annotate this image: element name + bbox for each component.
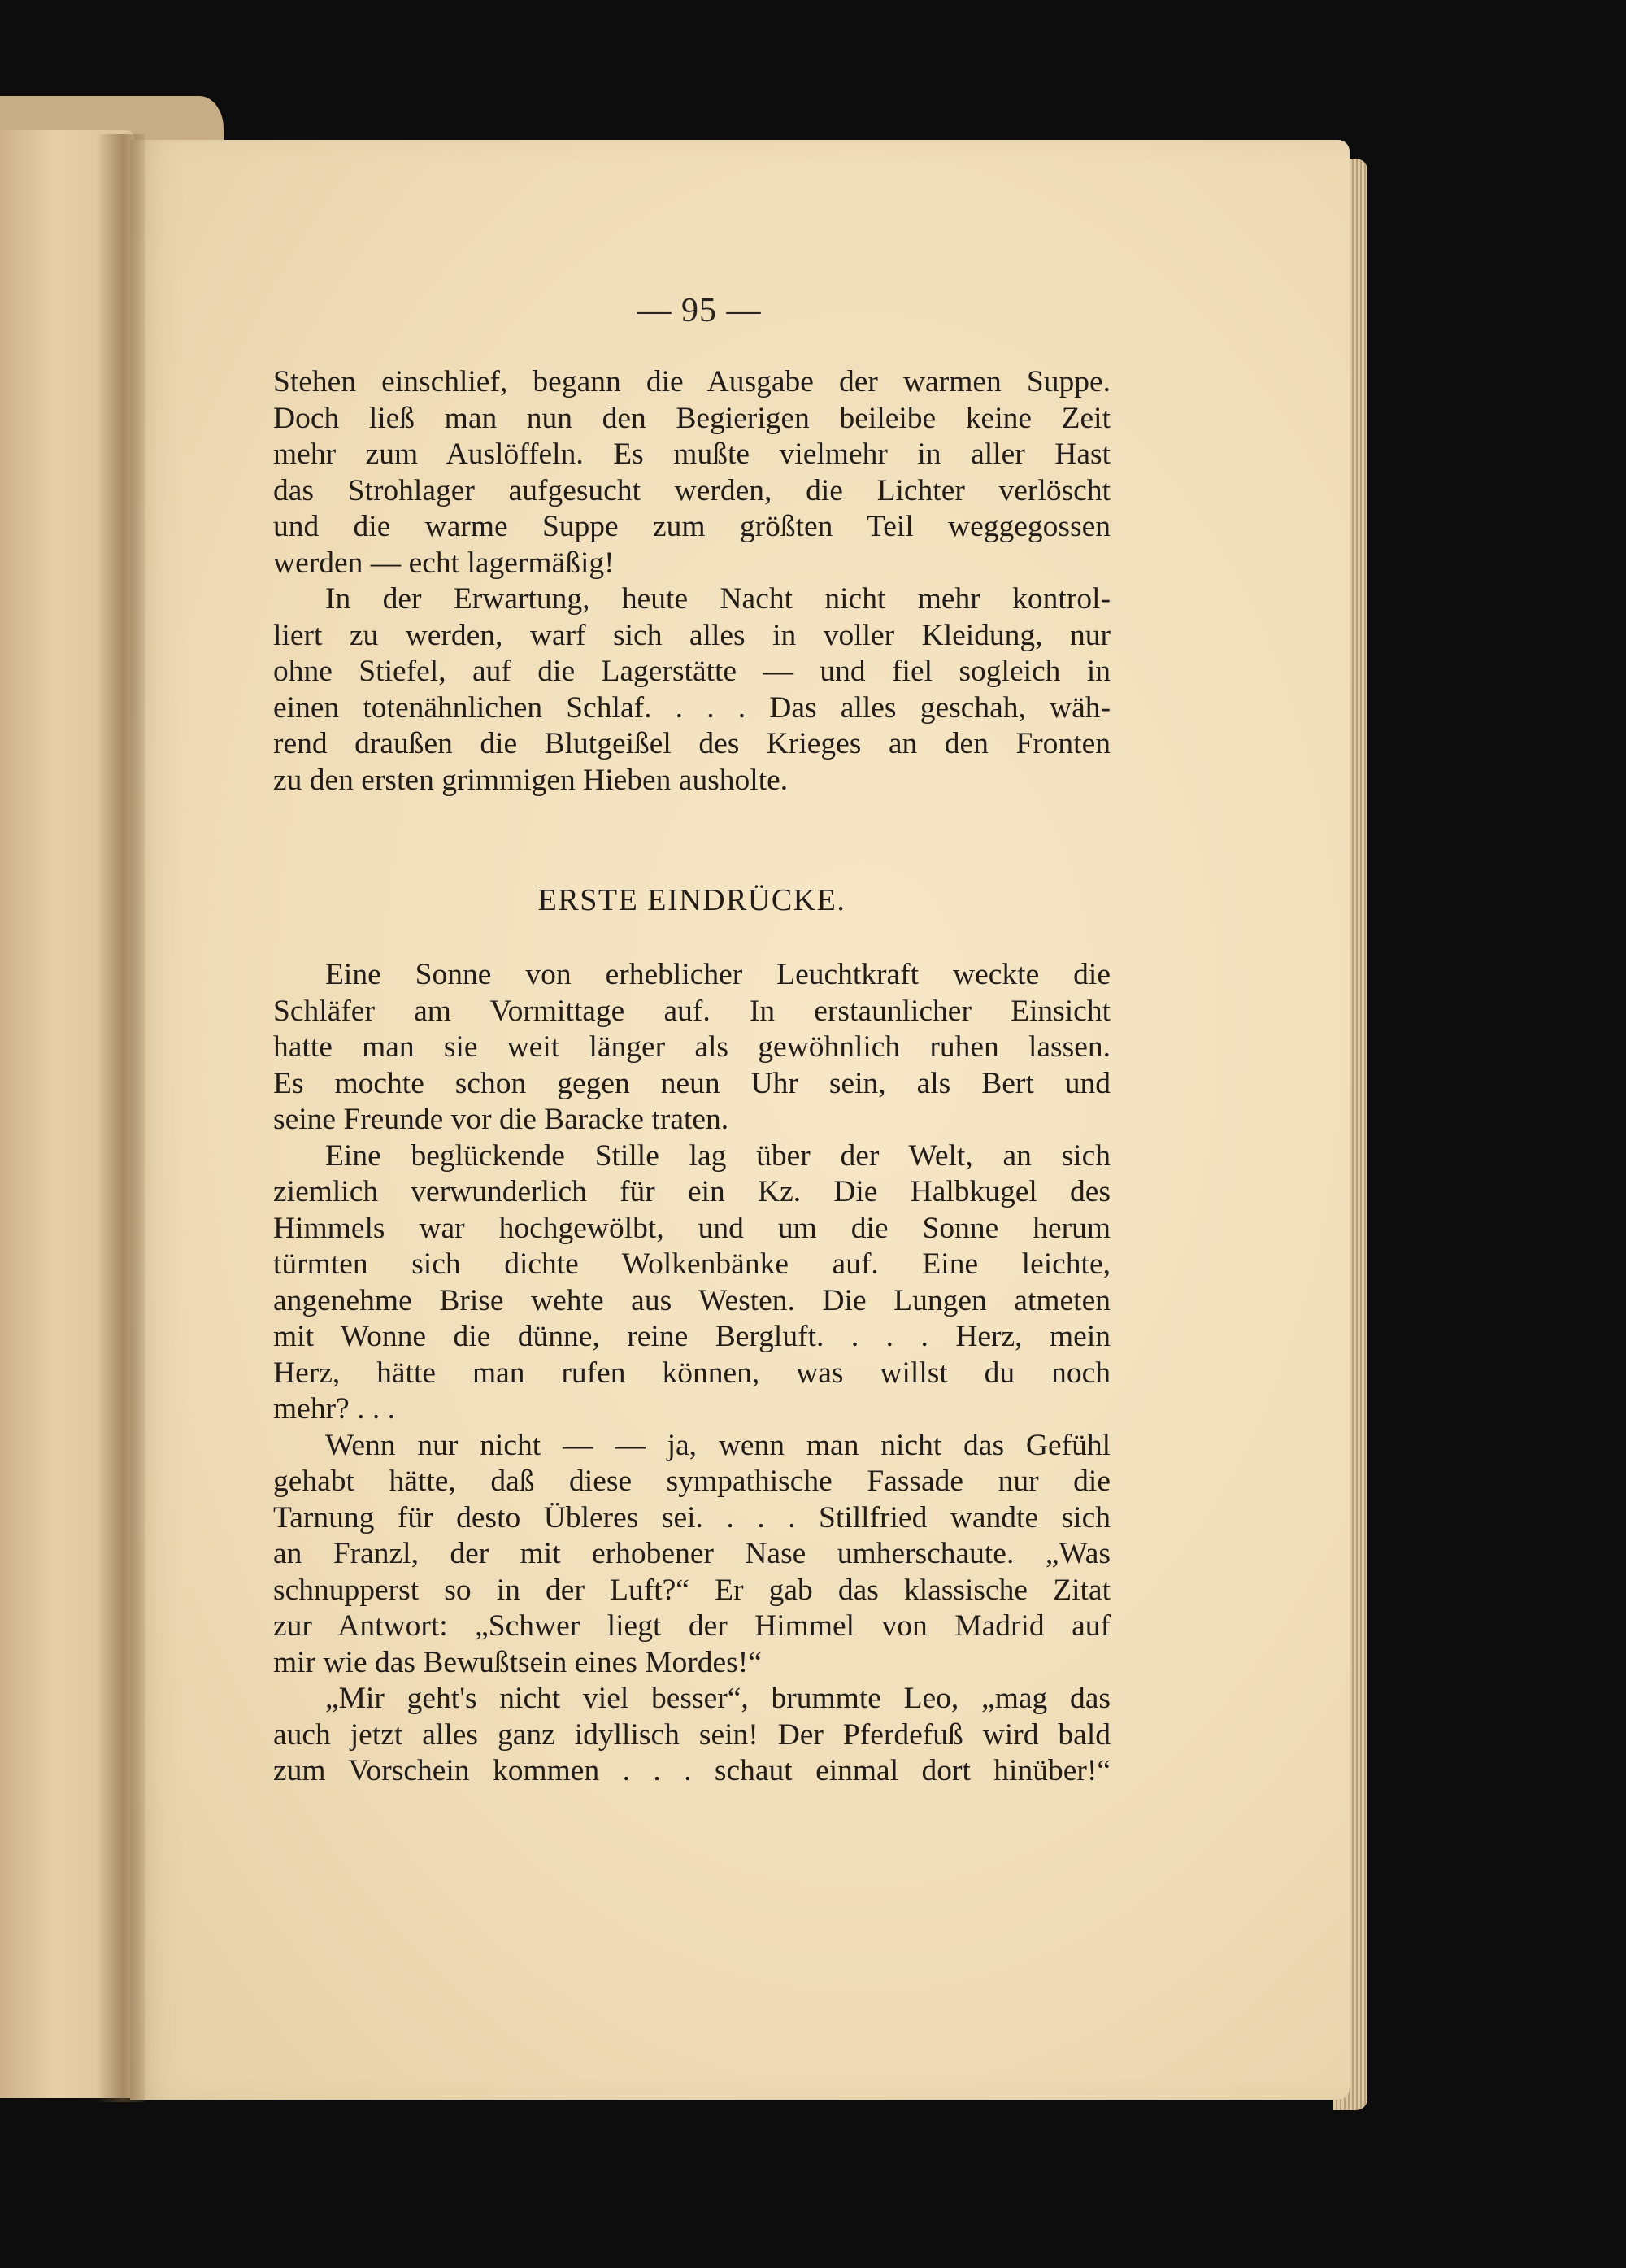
text-line: zum Vorschein kommen . . . schaut einmal dort hinüber!“ — [273, 1754, 1111, 1787]
page-number: — 95 — — [637, 292, 762, 329]
text-line: Herz, hätte man rufen können, was willst du noch — [273, 1356, 1111, 1390]
text-line: Eine Sonne von erheblicher Leuchtkraft weckte die — [325, 958, 1111, 991]
text-line: an Franzl, der mit erhobener Nase umherschaute. „Was — [273, 1537, 1111, 1570]
text-line: liert zu werden, warf sich alles in voller Kleidung, nur — [273, 618, 1111, 652]
text-line: zur Antwort: „Schwer liegt der Himmel von Madrid auf — [273, 1609, 1111, 1643]
text-line: schnupperst so in der Luft?“ Er gab das klassische Zitat — [273, 1573, 1111, 1607]
text-line: Es mochte schon gegen neun Uhr sein, als Bert und — [273, 1066, 1111, 1100]
text-line: mit Wonne die dünne, reine Bergluft. . . . Herz, mein — [273, 1320, 1111, 1353]
text-line: das Strohlager aufgesucht werden, die Lichter verlöscht — [273, 473, 1111, 507]
text-line: Schläfer am Vormittage auf. In erstaunlicher Einsicht — [273, 994, 1111, 1028]
text-line: Eine beglückende Stille lag über der Welt, an sich — [325, 1138, 1111, 1173]
text-line: mir wie das Bewußtsein eines Mordes!“ — [273, 1645, 762, 1679]
section-heading: ERSTE EINDRÜCKE. — [537, 883, 846, 917]
text-line: seine Freunde vor die Baracke traten. — [273, 1103, 729, 1136]
text-line: „Mir geht's nicht viel besser“, brummte Leo, „mag das — [325, 1682, 1111, 1715]
text-line: gehabt hätte, daß diese sympathische Fassade nur die — [273, 1465, 1111, 1498]
text-line: In der Erwartung, heute Nacht nicht mehr kontrol- — [325, 582, 1111, 616]
text-line: Himmels war hochgewölbt, und um die Sonne herum — [273, 1211, 1111, 1245]
book-gutter — [96, 134, 145, 2102]
text-line: mehr? . . . — [273, 1392, 395, 1426]
text-line: ziemlich verwunderlich für ein Kz. Die Halbkugel des — [273, 1175, 1111, 1208]
text-line: türmten sich dichte Wolkenbänke auf. Eine leichte, — [273, 1247, 1111, 1281]
text-block-2 — [273, 957, 1111, 1790]
text-line: auch jetzt alles ganz idyllisch sein! Der Pferdefuß wird bald — [273, 1717, 1111, 1752]
text-line: zu den ersten grimmigen Hieben ausholte. — [273, 763, 789, 797]
text-line: hatte man sie weit länger als gewöhnlich ruhen lassen. — [273, 1030, 1111, 1064]
text-line: Stehen einschlief, begann die Ausgabe der warmen Suppe. — [273, 365, 1111, 398]
text-line: mehr zum Auslöffeln. Es mußte vielmehr in aller Hast — [273, 437, 1111, 471]
text-line: ohne Stiefel, auf die Lagerstätte — und fiel sogleich in — [273, 655, 1111, 688]
text-line: Doch ließ man nun den Begierigen beileibe keine Zeit — [273, 401, 1111, 435]
text-line: und die warme Suppe zum größten Teil weggegossen — [273, 510, 1111, 543]
text-block-1 — [273, 364, 1111, 799]
text-line: Tarnung für desto Übleres sei. . . . Stillfried wandte sich — [273, 1500, 1111, 1534]
text-line: Wenn nur nicht — — ja, wenn man nicht das Gefühl — [325, 1428, 1111, 1462]
text-line: rend draußen die Blutgeißel des Krieges an den Fronten — [273, 727, 1111, 760]
text-line: werden — echt lagermäßig! — [273, 546, 615, 580]
text-line: einen totenähnlichen Schlaf. . . . Das alles geschah, wäh- — [273, 690, 1111, 725]
text-line: angenehme Brise wehte aus Westen. Die Lungen atmeten — [273, 1283, 1111, 1317]
